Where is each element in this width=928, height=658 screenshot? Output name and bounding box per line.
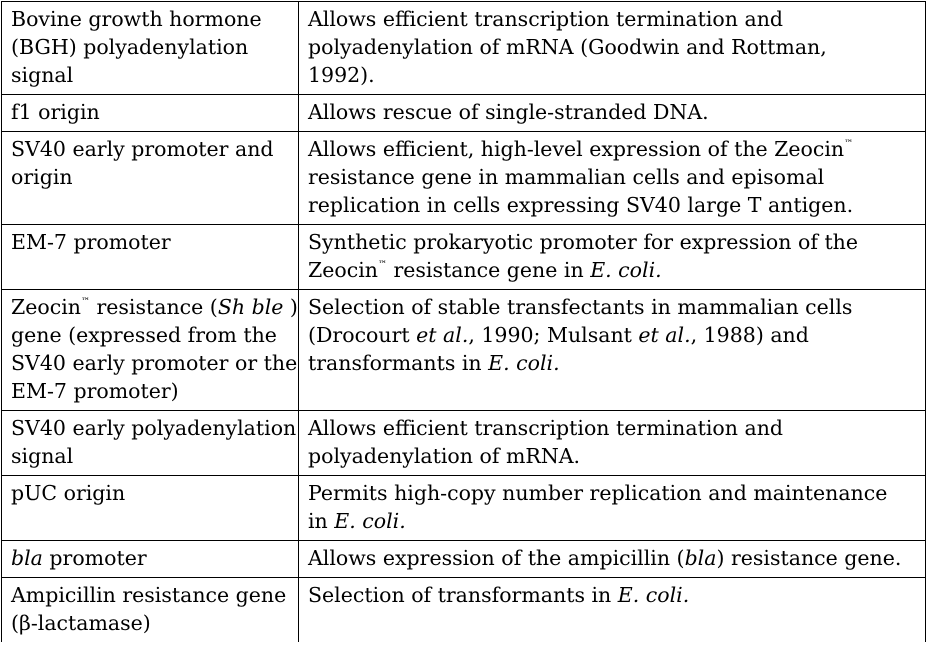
table-row	[2, 578, 926, 643]
feature-text: EM-7 promoter)	[11, 379, 179, 403]
feature-cell	[2, 411, 299, 476]
benefit-text: Allows efficient, high-level expression of the Zeocin	[308, 137, 845, 161]
feature-cell	[2, 225, 299, 290]
benefit-cell	[299, 411, 926, 476]
table-row	[2, 2, 926, 95]
benefit-line	[308, 581, 917, 609]
benefit-text: in	[308, 509, 335, 533]
benefit-text: Permits high-copy number replication and maintenance	[308, 481, 888, 505]
feature-text: Zeocin	[11, 295, 81, 319]
feature-text: resistance (	[89, 295, 218, 319]
feature-text: SV40 early promoter or the	[11, 351, 298, 375]
benefit-line	[308, 544, 917, 572]
benefit-text: resistance gene in mammalian cells and episomal	[308, 165, 825, 189]
benefit-cell	[299, 225, 926, 290]
benefit-text: Selection of transformants in	[308, 583, 618, 607]
trademark-symbol: ™	[377, 260, 387, 270]
table-row	[2, 132, 926, 225]
table-row	[2, 411, 926, 476]
table-row	[2, 95, 926, 132]
feature-cell	[2, 132, 299, 225]
benefit-text: Allows efficient transcription termination and	[308, 7, 784, 31]
feature-cell	[2, 541, 299, 578]
feature-text: (BGH) polyadenylation	[11, 35, 249, 59]
species-name: E. coli.	[590, 258, 662, 282]
benefit-text: Allows expression of the ampicillin (	[308, 546, 685, 570]
feature-line	[11, 293, 298, 321]
gene-name: Sh ble	[217, 295, 284, 319]
benefit-cell	[299, 541, 926, 578]
feature-text: Bovine growth hormone	[11, 7, 262, 31]
benefit-line	[308, 507, 917, 535]
table-row	[2, 290, 926, 411]
trademark-symbol: ™	[80, 297, 90, 307]
species-name: E. coli.	[488, 351, 560, 375]
feature-cell	[2, 95, 299, 132]
benefit-text: ) resistance gene.	[716, 546, 902, 570]
benefit-line	[308, 349, 917, 377]
benefit-text: Allows efficient transcription termination and	[308, 416, 784, 440]
table-row	[2, 541, 926, 578]
benefit-text: resistance gene in	[386, 258, 591, 282]
benefit-line	[308, 135, 917, 163]
gene-name: bla	[684, 546, 717, 570]
feature-cell	[2, 578, 299, 643]
citation-etal: et al.	[416, 323, 469, 347]
features-table	[1, 1, 926, 642]
feature-text: signal	[11, 63, 74, 87]
feature-cell	[2, 290, 299, 411]
feature-text: (β-lactamase)	[11, 611, 151, 635]
table-row	[2, 225, 926, 290]
species-name: E. coli.	[617, 583, 690, 607]
citation-etal: et al.	[638, 323, 691, 347]
benefit-text: , 1988) and	[690, 323, 809, 347]
benefit-text: Zeocin	[308, 258, 378, 282]
benefit-line	[308, 256, 917, 284]
trademark-symbol: ™	[844, 139, 854, 149]
benefit-text: polyadenylation of mRNA.	[308, 444, 581, 468]
species-name: E. coli.	[334, 509, 406, 533]
benefit-cell	[299, 290, 926, 411]
benefit-text: Synthetic prokaryotic promoter for expression of the	[308, 230, 859, 254]
feature-text: )	[283, 295, 298, 319]
feature-text: SV40 early polyadenylation	[11, 416, 297, 440]
feature-text: SV40 early promoter and	[11, 137, 274, 161]
feature-text: signal	[11, 444, 74, 468]
feature-line	[11, 544, 290, 572]
benefit-text: 1992).	[308, 63, 375, 87]
gene-name: bla	[11, 546, 43, 570]
feature-text: origin	[11, 165, 73, 189]
benefit-text: Selection of stable transfectants in mammalian cells	[308, 295, 853, 319]
feature-cell	[2, 476, 299, 541]
benefit-cell	[299, 578, 926, 643]
feature-text: Ampicillin resistance gene	[11, 583, 287, 607]
feature-text: gene (expressed from the	[11, 323, 277, 347]
feature-cell	[2, 2, 299, 95]
benefit-cell	[299, 476, 926, 541]
benefit-text: , 1990; Mulsant	[468, 323, 639, 347]
benefit-cell	[299, 132, 926, 225]
feature-text: EM-7 promoter	[11, 230, 171, 254]
benefit-cell	[299, 2, 926, 95]
benefit-text: transformants in	[308, 351, 489, 375]
feature-text: pUC origin	[11, 481, 126, 505]
feature-text: f1 origin	[11, 100, 100, 124]
benefit-cell	[299, 95, 926, 132]
benefit-text: replication in cells expressing SV40 large T antigen.	[308, 193, 854, 217]
benefit-text: Allows rescue of single-stranded DNA.	[308, 100, 709, 124]
benefit-line	[308, 321, 917, 349]
benefit-text: (Drocourt	[308, 323, 417, 347]
benefit-text: polyadenylation of mRNA (Goodwin and Rottman,	[308, 35, 827, 59]
table-row	[2, 476, 926, 541]
feature-text: promoter	[42, 546, 147, 570]
